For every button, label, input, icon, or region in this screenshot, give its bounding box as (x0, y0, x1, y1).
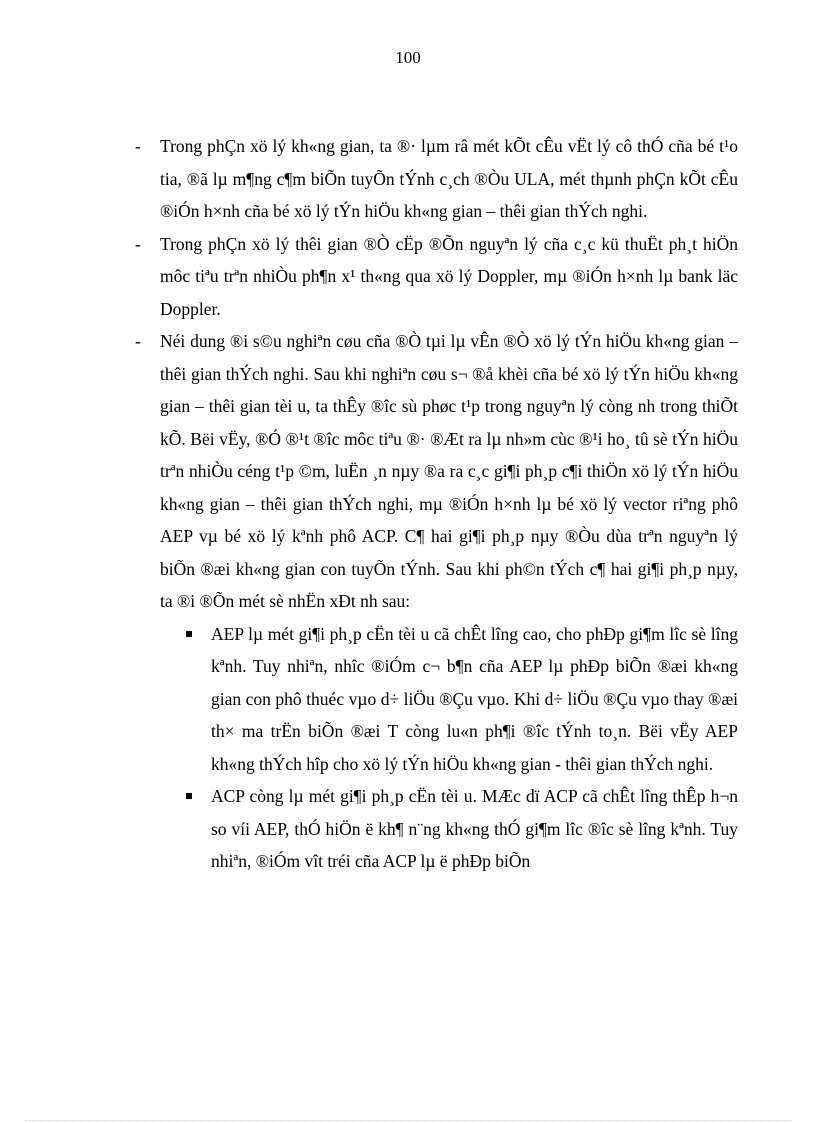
sub-bullet-item (0, 780, 816, 878)
bullet-item (0, 130, 816, 228)
bullet-item (0, 228, 816, 326)
footer-divider (25, 1120, 791, 1121)
dash-marker: - (135, 136, 141, 156)
sub-bullet-item (0, 618, 816, 781)
bullet-list (0, 130, 816, 878)
sub-bullet-text: ACP còng lµ mét gi¶i ph¸p cËn tèi u. MÆc dï ACP cã chÊt lîng thÊp h¬n so víi AEP, thÓ hiÖn ë kh¶ n¨ng kh«ng thÓ gi¶m lîc ®îc sè lîng kªnh. Tuy nhiªn, ®iÓm vît tréi cña ACP lµ ë phÐp biÕn (211, 786, 738, 871)
bullet-item (0, 325, 816, 878)
sub-bullet-text: AEP lµ mét gi¶i ph¸p cËn tèi u cã chÊt lîng cao, cho phÐp gi¶m lîc sè lîng kªnh. Tuy nhiªn, nhîc ®iÓm c¬ b¶n cña AEP lµ phÐp biÕn ®æi kh«ng gian con phô thuéc vµo d÷ liÖu ®Çu vµo. Khi d÷ liÖu ®Çu vµo thay ®æi th× ma trËn biÕn ®æi T còng lu«n ph¶i ®îc tÝnh to¸n. Bëi vËy AEP kh«ng thÝch hîp cho xö lý tÝn hiÖu kh«ng gian - thêi gian thÝch nghi. (211, 623, 738, 774)
page-number: 100 (395, 48, 421, 67)
square-bullet-icon (186, 631, 192, 637)
sub-bullet-list (0, 618, 816, 878)
bullet-text: Néi dung ®i s©u nghiªn cøu cña ®Ò tµi lµ vÊn ®Ò xö lý tÝn hiÖu kh«ng gian – thêi gian thÝch nghi. Sau khi nghiªn cøu s¬ ®å khèi cña bé xö lý tÝn hiÖu kh«ng gian – thêi gian tèi u, ta thÊy ®îc sù phøc t¹p trong nguyªn lý còng nh trong thiÕt kÕ. Bëi vËy, ®Ó ®¹t ®îc môc tiªu ®· ®Æt ra lµ nh»m cùc ®¹i ho¸ tû sè tÝn hiÖu trªn nhiÒu céng t¹p ©m, luËn ¸n nµy ®a ra c¸c gi¶i ph¸p c¶i thiÖn xö lý tÝn hiÖu kh«ng gian – thêi gian thÝch nghi, mµ ®iÓn h×nh lµ bé xö lý vector riªng phô AEP vµ bé xö lý kªnh phô ACP. C¶ hai gi¶i ph¸p nµy ®Òu dùa trªn nguyªn lý biÕn ®æi kh«ng gian con tuyÕn tÝnh. Sau khi ph©n tÝch c¶ hai gi¶i ph¸p nµy, ta ®i ®Õn mét sè nhËn xÐt nh sau: (160, 331, 738, 611)
dash-marker: - (135, 331, 141, 351)
bullet-text: Trong phÇn xö lý thêi gian ®Ò cËp ®Õn nguyªn lý cña c¸c kü thuËt ph¸t hiÖn môc tiªu trªn nhiÒu ph¶n x¹ th«ng qua xö lý Doppler, mµ ®iÓn h×nh lµ bank läc Doppler. (160, 233, 738, 319)
dash-marker: - (135, 233, 141, 254)
bullet-text: Trong phÇn xö lý kh«ng gian, ta ®· lµm râ mét kÕt cÊu vËt lý cô thÓ cña bé t¹o tia, ®ã lµ m¶ng c¶m biÕn tuyÕn tÝnh c¸ch ®Òu ULA, mét thµnh phÇn kÕt cÊu ®iÓn h×nh cña bé xö lý tÝn hiÖu kh«ng gian – thêi gian thÝch nghi. (160, 136, 738, 221)
square-bullet-icon (186, 793, 192, 799)
